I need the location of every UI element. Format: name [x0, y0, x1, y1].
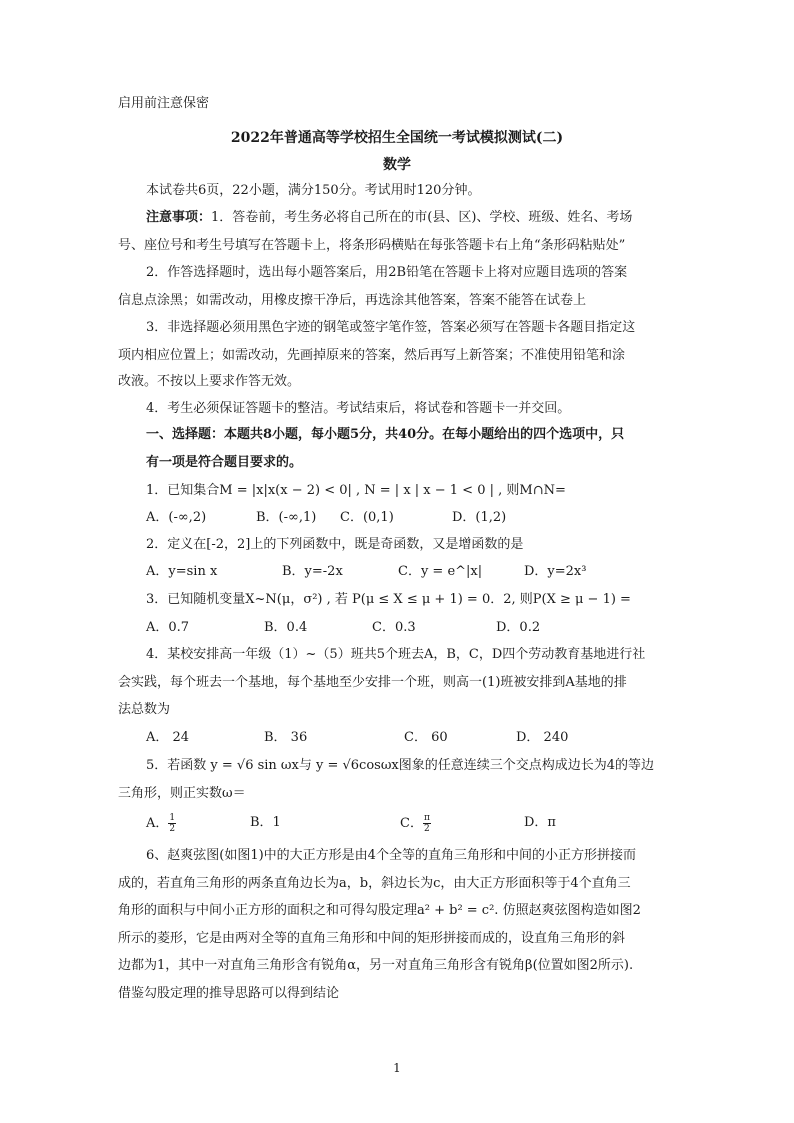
notes-label: 注意事项： — [146, 210, 212, 225]
q5-option-a — [146, 813, 176, 834]
question-3-stem: 3．已知随机变量X~N(μ，σ²) , 若 P(μ ≤ X ≤ μ + 1) = 0．2, 则P(X ≥ μ − 1) = — [146, 592, 631, 607]
page-number: 1 — [393, 1061, 401, 1075]
note-3-line-2: 项内相应位置上；如需改动，先画掉原来的答案，然后再写上新答案；不准使用铅笔和涂 — [118, 348, 626, 363]
question-4-stem-line-3: 法总数为 — [118, 702, 171, 717]
question-1-stem: 1．已知集合M = |x|x(x − 2) < 0| , N = | x | x − 1 < 0 | , 则M∩N= — [146, 483, 566, 498]
question-5-stem-line-2: 三角形，则正实数ω＝ — [118, 786, 246, 801]
q5-option-a-label: A． — [146, 816, 169, 831]
note-1-line-2: 号、座位号和考生号填写在答题卡上，将条形码横贴在每张答题卡右上角“条形码粘贴处” — [118, 238, 626, 253]
q4-option-c: C． 60 — [404, 730, 448, 745]
note-2-line-2: 信息点涂黑；如需改动，用橡皮擦干净后，再选涂其他答案，答案不能答在试卷上 — [118, 293, 587, 308]
exam-summary: 本试卷共6页，22小题，满分150分。考试用时120分钟。 — [146, 183, 481, 198]
q2-option-c: C．y = e^|x| — [398, 564, 483, 579]
q3-option-c: C．0.3 — [372, 620, 416, 635]
q4-option-d: D． 240 — [516, 730, 569, 745]
q3-option-b: B．0.4 — [264, 620, 308, 635]
question-6-stem-line-3: 角形的面积与中间小正方形的面积之和可得勾股定理a² + b² = c². 仿照赵爽弦图构造如图2 — [118, 903, 641, 918]
question-4-stem-line-2: 会实践，每个班去一个基地，每个基地至少安排一个班，则高一(1)班被安排到A基地的排 — [118, 675, 627, 690]
q5-option-c — [400, 813, 431, 834]
q1-option-b: B．(-∞,1) — [256, 510, 317, 525]
q3-option-a: A．0.7 — [146, 620, 190, 635]
question-6-stem-line-4: 所示的菱形，它是由两对全等的直角三角形和中间的矩形拼接而成的，设直角三角形的斜 — [118, 931, 626, 946]
note-1-text: 1．答卷前，考生务必将自己所在的市(县、区)、学校、班级、姓名、考场 — [211, 210, 633, 225]
section-heading-line-1: 一、选择题：本题共8小题，每小题5分，共40分。在每小题给出的四个选项中，只 — [146, 427, 625, 442]
q2-option-d: D．y=2x³ — [524, 564, 587, 579]
q5-option-d: D．π — [524, 815, 556, 830]
q5-option-c-label: C． — [400, 816, 423, 831]
fraction-denominator: 2 — [424, 824, 430, 834]
q5-option-b: B．1 — [250, 815, 281, 830]
note-3-line-3: 改液。不按以上要求作答无效。 — [118, 374, 301, 389]
fraction-numerator: π — [423, 813, 430, 823]
note-2-line-1: 2．作答选择题时，选出每小题答案后，用2B铅笔在答题卡上将对应题目选项的答案 — [146, 265, 628, 280]
fraction-numerator: 1 — [169, 813, 176, 823]
q2-option-a: A．y=sin x — [146, 564, 218, 579]
q1-option-d: D．(1,2) — [452, 510, 507, 525]
question-5-stem-line-1: 5．若函数 y = √6 sin ωx与 y = √6cosωx图象的任意连续三个交点构成边长为4的等边 — [146, 758, 655, 773]
q1-option-a: A．(-∞,2) — [146, 510, 207, 525]
question-6-stem-line-1: 6、赵爽弦图(如图1)中的大正方形是由4个全等的直角三角形和中间的小正方形拼接而 — [146, 848, 636, 863]
q2-option-b: B．y=-2x — [282, 564, 343, 579]
note-4: 4．考生必须保证答题卡的整洁。考试结束后，将试卷和答题卡一并交回。 — [146, 401, 571, 416]
question-2-stem: 2．定义在[-2，2]上的下列函数中，既是奇函数，又是增函数的是 — [146, 537, 524, 552]
note-3-line-1: 3．非选择题必须用黑色字迹的钢笔或签字笔作签，答案必须写在答题卡各题目指定这 — [146, 320, 636, 335]
q3-option-d: D．0.2 — [496, 620, 541, 635]
note-1-line-1 — [146, 208, 632, 228]
question-6-stem-line-5: 边都为1，其中一对直角三角形含有锐角α，另一对直角三角形含有锐角β(位置如图2所示). — [118, 958, 634, 973]
exam-title: 2022年普通高等学校招生全国统一考试模拟测试(二) — [230, 130, 564, 146]
section-heading-line-2: 有一项是符合题目要求的。 — [146, 455, 303, 470]
confidential-label: 启用前注意保密 — [118, 96, 210, 111]
subject-title: 数学 — [383, 157, 411, 173]
q4-option-a: A． 24 — [146, 730, 190, 745]
question-6-stem-line-6: 借鉴勾股定理的推导思路可以得到结论 — [118, 986, 340, 1001]
q1-option-c: C．(0,1) — [340, 510, 394, 525]
question-6-stem-line-2: 成的，若直角三角形的两条直角边长为a，b，斜边长为c，由大正方形面积等于4个直角三 — [118, 876, 631, 891]
fraction-denominator: 2 — [169, 824, 176, 834]
q5-option-c-fraction — [423, 813, 431, 834]
q4-option-b: B． 36 — [264, 730, 308, 745]
question-4-stem-line-1: 4．某校安排高一年级（1）~（5）班共5个班去A，B，C，D四个劳动教育基地进行社 — [146, 647, 646, 662]
q5-option-a-fraction — [168, 813, 176, 834]
